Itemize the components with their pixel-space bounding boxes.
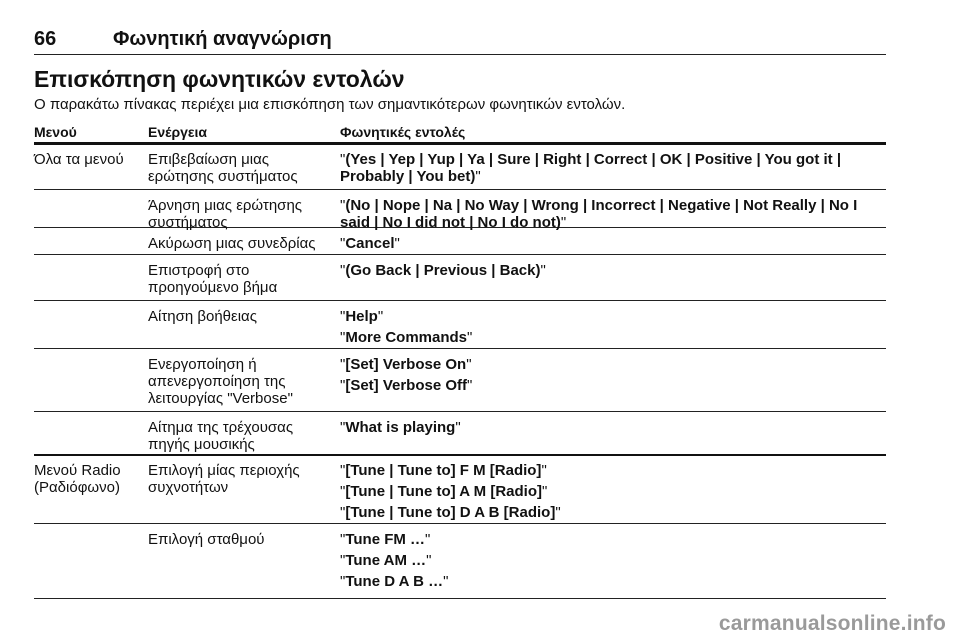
table-row xyxy=(34,456,886,524)
cell-commands xyxy=(340,262,886,283)
voice-command: "Tune D A B …" xyxy=(340,573,449,590)
voice-command: "(No | Nope | Na | No Way | Wrong | Incorrect | Negative | Not Really | No I said | No I did not | No I do not)" xyxy=(340,197,858,231)
cell-action: Άρνηση μιας ερώτησης συστήματος xyxy=(148,197,303,231)
table-row xyxy=(34,350,886,412)
voice-command-text: [Set] Verbose On xyxy=(345,356,467,373)
voice-command: "[Set] Verbose On" xyxy=(340,356,472,373)
voice-command: "What is playing" xyxy=(340,419,461,436)
cell-commands xyxy=(340,419,886,440)
voice-command-text: What is playing xyxy=(345,419,456,436)
voice-command-text: Tune AM … xyxy=(345,552,427,569)
voice-command-text: [Tune | Tune to] F M [Radio] xyxy=(345,462,542,479)
intro-text: Ο παρακάτω πίνακας περιέχει μια επισκόπηση των σημαντικότερων φωνητικών εντολών. xyxy=(34,96,626,113)
voice-command: "Help" xyxy=(340,308,384,325)
cell-commands xyxy=(340,356,886,398)
cell-action: Επιβεβαίωση μιας ερώτησης συστήματος xyxy=(148,151,298,185)
table-row xyxy=(34,413,886,456)
cell-menu: Όλα τα μενού xyxy=(34,151,124,168)
voice-command: "[Tune | Tune to] F M [Radio]" xyxy=(340,462,547,479)
page-number: 66 xyxy=(34,28,57,50)
voice-command-text: Tune D A B … xyxy=(345,573,444,590)
voice-command: "Tune AM …" xyxy=(340,552,432,569)
voice-command-text: (No | Nope | Na | No Way | Wrong | Incorrect | Negative | Not Really | No I said | No I did not | No I do not) xyxy=(340,197,858,231)
cell-menu: Μενού Radio (Ραδιόφωνο) xyxy=(34,462,121,496)
cell-commands xyxy=(340,151,886,189)
section-title: Επισκόπηση φωνητικών εντολών xyxy=(34,66,405,92)
cell-action: Ενεργοποίηση ή απενεργοποίηση της λειτουργίας "Verbose" xyxy=(148,356,293,407)
voice-command: "Cancel" xyxy=(340,235,400,252)
voice-command-text: (Yes | Yep | Yup | Ya | Sure | Right | Correct | OK | Positive | You got it | Probably | You bet) xyxy=(340,151,842,185)
voice-command-text: [Tune | Tune to] D A B [Radio] xyxy=(345,504,556,521)
voice-command: "[Tune | Tune to] D A B [Radio]" xyxy=(340,504,561,521)
cell-action: Αίτημα της τρέχουσας πηγής μουσικής xyxy=(148,419,294,453)
table-header xyxy=(34,121,886,145)
cell-action: Επιλογή μίας περιοχής συχνοτήτων xyxy=(148,462,300,496)
voice-command-text: Tune FM … xyxy=(345,531,426,548)
voice-command-text: More Commands xyxy=(345,329,468,346)
column-header-action: Ενέργεια xyxy=(148,124,208,140)
table-row xyxy=(34,229,886,255)
column-header-menu: Μενού xyxy=(34,124,77,140)
table-row xyxy=(34,145,886,190)
table-row xyxy=(34,256,886,301)
cell-action: Επιστροφή στο προηγούμενο βήμα xyxy=(148,262,278,296)
table-row xyxy=(34,525,886,599)
column-header-commands: Φωνητικές εντολές xyxy=(340,124,466,140)
voice-command: "[Set] Verbose Off" xyxy=(340,377,473,394)
voice-command-text: [Tune | Tune to] A M [Radio] xyxy=(345,483,542,500)
voice-command: "(Yes | Yep | Yup | Ya | Sure | Right | Correct | OK | Positive | You got it | Probably | You bet)" xyxy=(340,151,842,185)
table-row xyxy=(34,191,886,231)
cell-action: Επιλογή σταθμού xyxy=(148,531,265,548)
table-row xyxy=(34,302,886,349)
voice-command-text: Help xyxy=(345,308,378,325)
watermark: carmanualsonline.info xyxy=(718,612,946,635)
page-header xyxy=(34,28,886,55)
cell-commands xyxy=(340,235,886,256)
voice-command: "Tune FM …" xyxy=(340,531,431,548)
voice-command-text: Cancel xyxy=(345,235,395,252)
voice-command: "(Go Back | Previous | Back)" xyxy=(340,262,546,279)
voice-command: "[Tune | Tune to] A M [Radio]" xyxy=(340,483,548,500)
cell-commands xyxy=(340,531,886,594)
cell-commands xyxy=(340,462,886,525)
voice-command-text: (Go Back | Previous | Back) xyxy=(345,262,541,279)
cell-commands xyxy=(340,308,886,350)
voice-command: "More Commands" xyxy=(340,329,473,346)
cell-action: Αίτηση βοήθειας xyxy=(148,308,257,325)
chapter-title: Φωνητική αναγνώριση xyxy=(113,28,332,50)
cell-action: Ακύρωση μιας συνεδρίας xyxy=(148,235,316,252)
voice-command-text: [Set] Verbose Off xyxy=(345,377,468,394)
